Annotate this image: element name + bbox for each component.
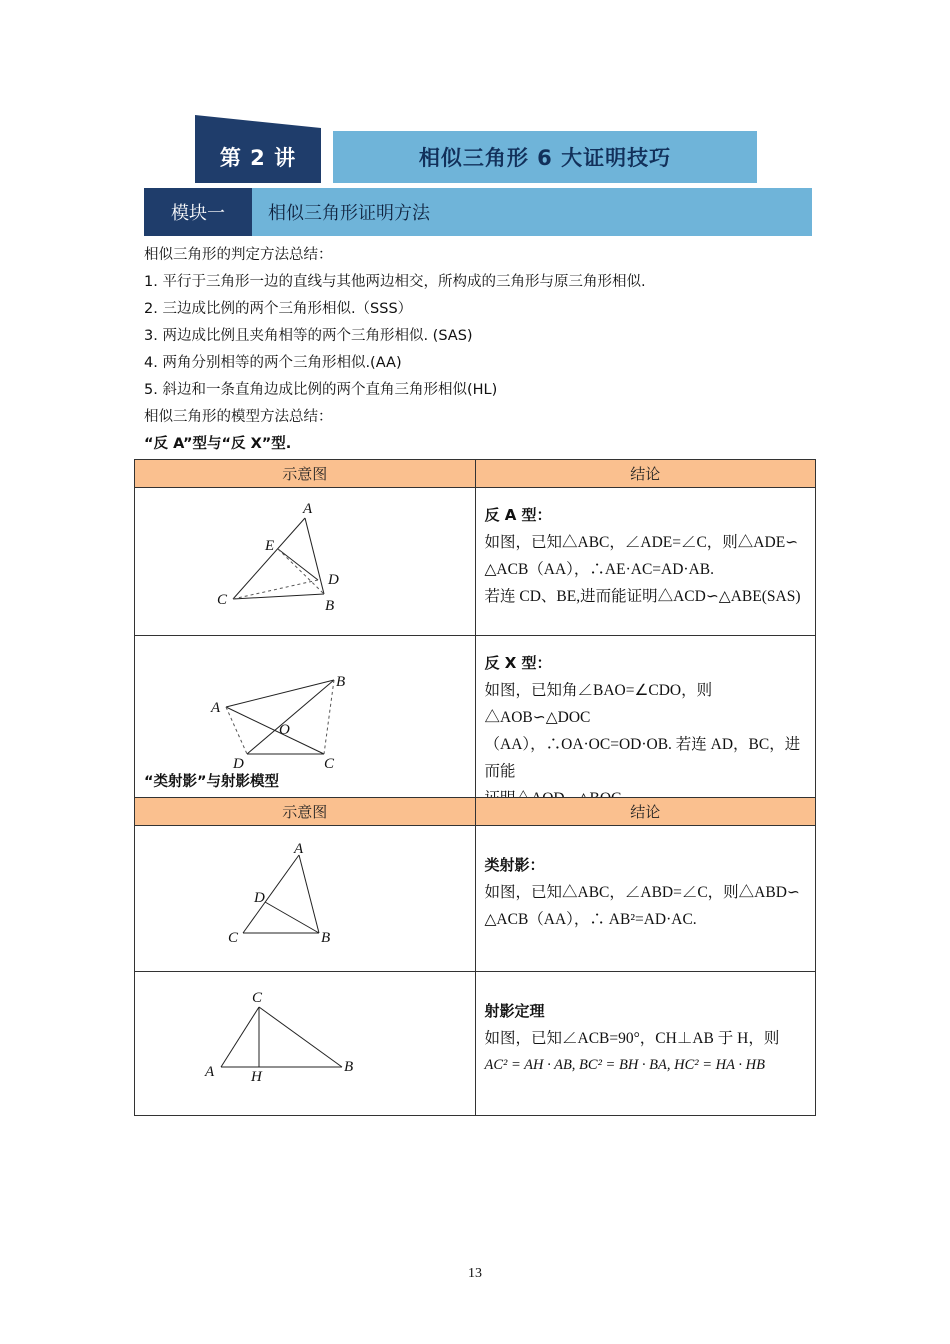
page-number: 13 (468, 1266, 482, 1281)
label-D: D (254, 890, 265, 906)
conclusion-title: 射影定理 (484, 1002, 545, 1020)
conclusion-reverse-a (475, 488, 816, 636)
label-D: D (328, 572, 339, 588)
subheading-reverse-a-x: “反 A”型与“反 X”型. (144, 436, 292, 452)
conclusion-line: （AA），∴OA·OC=OD·OB. 若连 AD，BC，进而能 (484, 736, 801, 780)
label-B: B (325, 598, 335, 614)
label-B: B (336, 673, 346, 690)
label-A: A (294, 841, 304, 857)
module-number: 模块一 (144, 188, 252, 236)
module-bar (144, 188, 812, 236)
conclusion-line: 如图，已知△ABC，∠ADE=∠C，则△ADE∽ (484, 534, 799, 551)
lecture-title: 相似三角形 6 大证明技巧 (333, 131, 757, 183)
method-item: 4. 两角分别相等的两个三角形相似.(AA) (144, 355, 402, 371)
table-header-conclusion: 结论 (475, 460, 816, 488)
subheading-projection: “类射影”与射影模型 (144, 774, 280, 790)
method-item: 3. 两边成比例且夹角相等的两个三角形相似. (SAS) (144, 328, 473, 344)
conclusion-line: 若连 CD、BE,进而能证明△ACD∽△ABE(SAS) (484, 588, 801, 605)
figure-reverse-a (135, 488, 476, 636)
label-B: B (321, 930, 331, 946)
conclusion-reverse-x (475, 636, 816, 813)
method-item: 1. 平行于三角形一边的直线与其他两边相交，所构成的三角形与原三角形相似. (144, 274, 646, 290)
method-item: 2. 三边成比例的两个三角形相似.（SSS） (144, 301, 413, 317)
summary-heading: 相似三角形的判定方法总结： (144, 247, 333, 263)
table-header-figure: 示意图 (135, 798, 476, 826)
module-title: 相似三角形证明方法 (252, 188, 812, 236)
quasi-projection-diagram (135, 826, 425, 967)
table-header-conclusion: 结论 (475, 798, 816, 826)
label-C: C (324, 755, 335, 772)
label-E: E (265, 538, 275, 554)
label-C: C (252, 990, 263, 1006)
conclusion-title: 反 X 型： (484, 654, 552, 672)
label-D: D (233, 755, 244, 772)
conclusion-line: 如图，已知角∠BAO=∠CDO，则△AOB∽△DOC (484, 682, 713, 726)
table-reverse-models (134, 459, 816, 813)
label-O: O (279, 721, 290, 738)
figure-projection-theorem (135, 972, 476, 1116)
label-A: A (303, 501, 313, 517)
label-A: A (211, 699, 221, 716)
conclusion-formula: AC² = AH · AB, BC² = BH · BA, HC² = HA · HB (484, 1057, 765, 1073)
conclusion-line: △ACB（AA），∴AE·AC=AD·AB. (484, 561, 714, 578)
lecture-label-block (195, 115, 321, 183)
table-header-figure: 示意图 (135, 460, 476, 488)
conclusion-title: 类射影： (484, 856, 545, 874)
model-heading: 相似三角形的模型方法总结： (144, 409, 333, 425)
lecture-label: 第 2 讲 (219, 146, 297, 170)
label-C: C (217, 592, 228, 608)
reverse-x-diagram (135, 653, 425, 792)
table-projection-models (134, 797, 816, 1116)
conclusion-line: 如图，已知∠ACB=90°，CH⊥AB 于 H，则 (484, 1030, 780, 1047)
projection-theorem-diagram (135, 972, 425, 1111)
method-item: 5. 斜边和一条直角边成比例的两个直角三角形相似(HL) (144, 382, 498, 398)
label-A: A (205, 1064, 215, 1080)
conclusion-line: △ACB（AA），∴ AB²=AD·AC. (484, 911, 697, 928)
conclusion-quasi-projection (475, 826, 816, 972)
conclusion-projection-theorem (475, 972, 816, 1116)
conclusion-title: 反 A 型： (484, 506, 552, 524)
label-B: B (344, 1059, 354, 1075)
conclusion-line: 如图，已知△ABC，∠ABD=∠C，则△ABD∽ (484, 884, 800, 901)
label-H: H (251, 1069, 262, 1085)
reverse-a-diagram (135, 488, 425, 631)
label-C: C (228, 930, 239, 946)
figure-quasi-projection (135, 826, 476, 972)
